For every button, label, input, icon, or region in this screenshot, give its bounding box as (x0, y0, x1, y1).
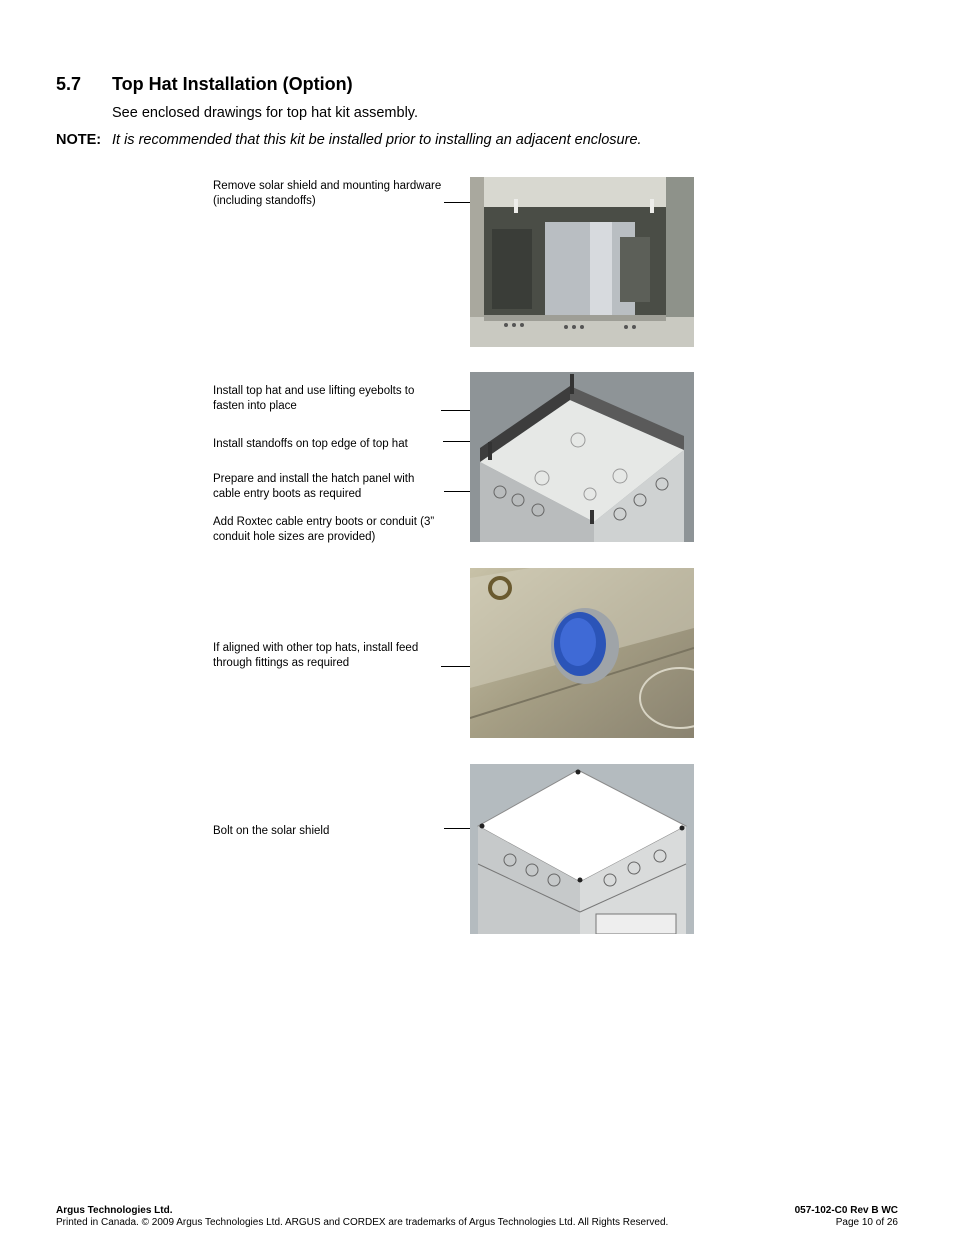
top-hat-illustration (470, 372, 694, 542)
step3-caption: If aligned with other top hats, install feed through fittings as required (213, 642, 419, 669)
section-title: Top Hat Installation (Option) (112, 74, 353, 94)
footer-copyright: Printed in Canada. © 2009 Argus Technologies Ltd. ARGUS and CORDEX are trademarks of Argus Technologies Ltd. All Rights Reserved. (56, 1217, 669, 1228)
step4-caption: Bolt on the solar shield (213, 825, 330, 837)
footer-doc-ref: 057-102-C0 Rev B WC (794, 1205, 898, 1216)
step2-roxtec-caption: Add Roxtec cable entry boots or conduit (3” conduit hole sizes are provided) (213, 516, 435, 543)
open-enclosure-illustration (470, 177, 694, 347)
drawing-solar-shield (470, 764, 694, 934)
photo-open-enclosure (470, 177, 694, 347)
step2-eyebolt-caption: Install top hat and use lifting eyebolts to fasten into place (213, 385, 415, 412)
section-number: 5.7 (56, 74, 82, 94)
step2-hatch-caption: Prepare and install the hatch panel with cable entry boots as required (213, 473, 415, 500)
step1-caption: Remove solar shield and mounting hardware (including standoffs) (213, 180, 442, 207)
step2-standoff-caption: Install standoffs on top edge of top hat (213, 438, 408, 450)
feed-through-illustration (470, 568, 694, 738)
footer-page-number: Page 10 of 26 (835, 1217, 898, 1228)
footer-company: Argus Technologies Ltd. (56, 1205, 173, 1216)
note-label: NOTE: (56, 132, 102, 148)
solar-shield-illustration (470, 764, 694, 934)
intro-text: See enclosed drawings for top hat kit assembly. (112, 105, 419, 121)
note-text: It is recommended that this kit be installed prior to installing an adjacent enclosure. (112, 132, 642, 148)
drawing-top-hat (470, 372, 694, 542)
photo-feed-through-fitting (470, 568, 694, 738)
